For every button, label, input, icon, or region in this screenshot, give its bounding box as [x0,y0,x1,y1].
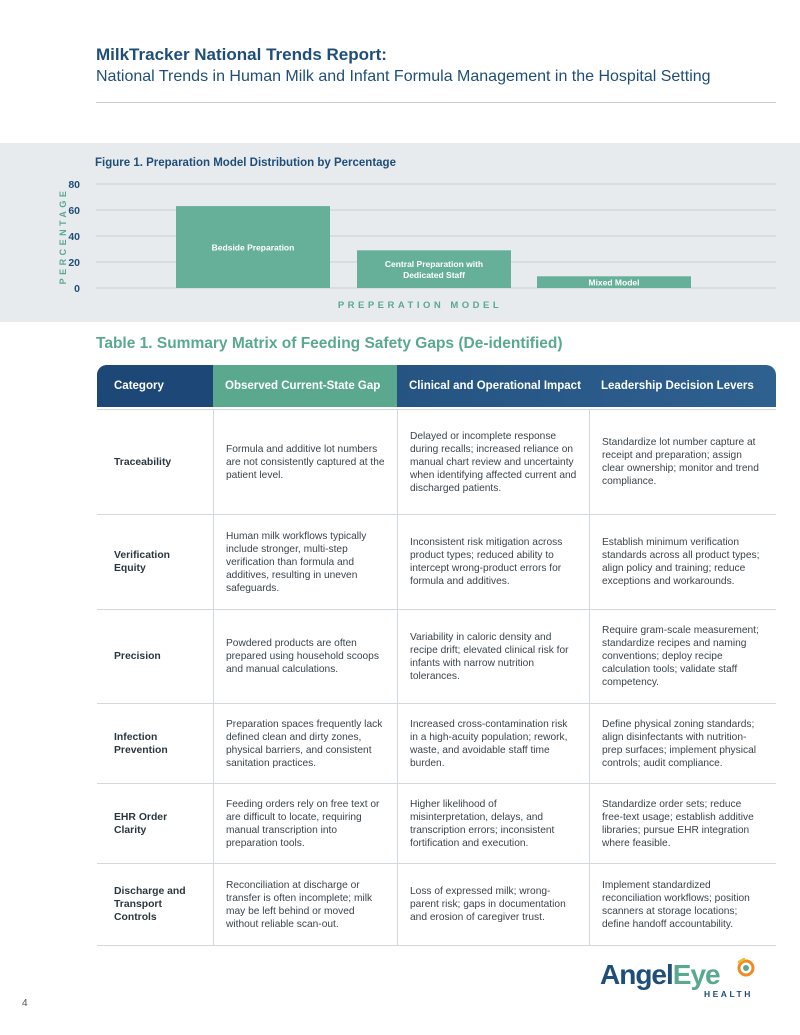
bar-chart [0,143,800,322]
row-category: Infection Prevention [114,731,168,756]
row-category: Precision [114,651,161,662]
table-header [97,365,776,407]
row-levers: Standardize order sets; reduce free-text usage; establish additive libraries; pursue EHR integration where feasible. [589,784,776,863]
logo-wordmark [600,958,720,992]
table-row [97,515,776,610]
report-header [96,44,776,88]
y-tick-label: 0 [74,283,80,295]
logo-word-angel: Angel [600,959,673,990]
row-category: EHR Order Clarity [114,811,168,836]
row-impact: Higher likelihood of misinterpretation, delays, and transcription errors; inconsistent fortification and execution. [397,784,589,863]
header-impact: Clinical and Operational Impact [409,380,581,392]
table-title: Table 1. Summary Matrix of Feeding Safety Gaps (De-identified) [96,335,563,352]
row-impact: Loss of expressed milk; wrong-parent risk; gaps in documentation and erosion of caregiver trust. [397,864,589,945]
bar-label-3: Mixed Model [588,277,640,288]
row-category: Verification Equity [114,550,171,574]
row-impact: Inconsistent risk mitigation across product types; reduced ability to intercept wrong-product errors for formula and additives. [397,515,589,609]
table-row [97,704,776,784]
row-levers: Implement standardized reconciliation workflows; position scanners at storage locations; define handoff accountability. [589,864,776,945]
x-axis-label: PREPERATION MODEL [337,300,503,311]
row-category: Discharge and Transport Controls [114,886,186,923]
row-category: Traceability [114,456,172,468]
row-levers: Require gram-scale measurement; standardize recipes and naming conventions; deploy recipe calculation tools; validate staff competency. [589,610,776,703]
bar-label-1: Bedside Preparation [211,242,295,253]
row-levers: Standardize lot number capture at receipt and preparation; assign clear ownership; monitor and trend compliance. [589,410,776,514]
row-gap: Reconciliation at discharge or transfer is often incomplete; milk may be left behind or moved without reliable scan-out. [213,864,397,945]
header-divider [96,102,776,103]
table-body [97,409,776,946]
row-gap: Feeding orders rely on free text or are difficult to locate, requiring manual transcription into preparation tools. [213,784,397,863]
row-gap: Preparation spaces frequently lack defined clean and dirty zones, physical barriers, and consistent sanitation practices. [213,704,397,783]
logo-health: HEALTH [704,989,753,999]
logo-word-eye: Eye [672,959,720,990]
table-row [97,864,776,946]
header-gap: Observed Current-State Gap [213,365,397,407]
row-impact: Increased cross-contamination risk in a high-acuity population; rework, waste, and avoidable staff time burden. [397,704,589,783]
header-category: Category [97,365,213,407]
table-row [97,610,776,704]
y-tick-label: 60 [68,205,80,217]
report-title: MilkTracker National Trends Report: [96,45,387,64]
report-subtitle: National Trends in Human Milk and Infant Formula Management in the Hospital Setting [96,68,711,85]
header-levers: Leadership Decision Levers [601,380,754,392]
figure-title: Figure 1. Preparation Model Distribution by Percentage [95,157,396,169]
table-row [97,784,776,864]
row-levers: Establish minimum verification standards across all product types; align policy and training; reduce exceptions and workarounds. [589,515,776,609]
angeleye-health-logo [600,958,760,1002]
y-tick-label: 20 [68,257,80,269]
y-axis-label: PERCENTAGE [58,187,68,285]
row-impact: Delayed or incomplete response during recalls; increased reliance on manual chart review and uncertainty when identifying affected current and discharged patients. [397,410,589,514]
row-gap: Powdered products are often prepared using household scoops and manual calculations. [213,610,397,703]
y-tick-label: 80 [68,179,80,191]
page-number: 4 [22,998,28,1009]
row-impact: Variability in caloric density and recipe drift; elevated clinical risk for infants with narrow nutrition tolerances. [397,610,589,703]
row-levers: Define physical zoning standards; align disinfectants with nutrition-prep surfaces; implement physical controls; audit compliance. [589,704,776,783]
angeleye-logo-icon [736,958,756,980]
bar-label-2: Dedicated Staff [403,270,465,281]
table-row [97,409,776,515]
row-gap: Formula and additive lot numbers are not consistently captured at the patient level. [213,410,397,514]
bar-label-2: Central Preparation with [384,259,484,270]
row-gap: Human milk workflows typically include stronger, multi-step verification than formula and additives, resulting in uneven safeguards. [213,515,397,609]
y-tick-label: 40 [68,231,80,243]
